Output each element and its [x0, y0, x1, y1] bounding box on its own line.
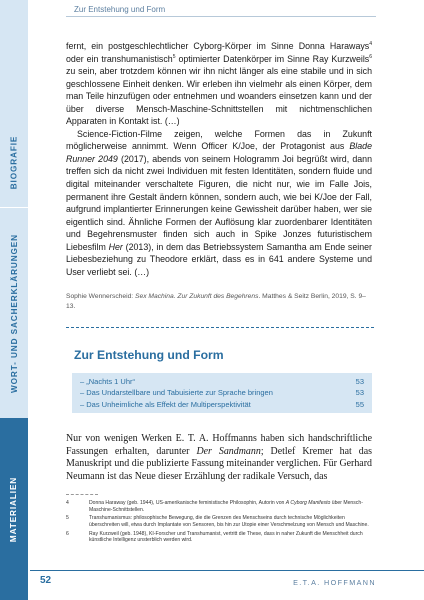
source-title: Sex Machina. Zur Zukunft des Begehrens — [135, 293, 259, 300]
toc-entry-label: – Das Undarstellbare und Tabuisierte zur Sprache bringen — [80, 388, 273, 398]
footnote — [66, 500, 376, 513]
quote-text-run: Science-Fiction-Filme zeigen, welche Formen das in Zukunft möglicherweise annimmt. Wenn Officer K/Joe, der Protagonist aus — [66, 128, 372, 152]
body-text-run: ; Detlef Kremer hat das Manuskript und die publizierte Fassung miteinander verglichen. Für Gerhard Neumann ist das Neue dieser Erzählung der radikale Versuch, das — [66, 445, 372, 482]
toc-entry[interactable] — [80, 399, 364, 410]
footnote-number: 6 — [66, 530, 69, 537]
footer-title: E.T.A. HOFFMANN — [293, 578, 376, 587]
sidebar-tab-materialien[interactable] — [0, 418, 28, 600]
film-title: Blade Runner 2049 — [66, 141, 372, 164]
quote-text-run: oder ein transhumanistisch — [66, 53, 173, 64]
work-title: Der Sandmann — [196, 445, 261, 457]
sidebar-tab-biografie[interactable] — [0, 118, 28, 208]
footnote-text: Transhumanismus: philosophische Bewegung, die die Grenzen des Menschseins durch technische Möglichkeiten überschreiten will, etwa durch Implantate von Sensoren, bis hin zur Utopie einer Verschmelzung von Mensch und Maschine. — [89, 515, 369, 528]
quote-text-run: (2013), in dem das Betriebssystem Samantha am Ende seiner Liebesbeziehung zu Theodore erklärt, dass es in 641 andere Systeme und User verliebt sei. (…) — [66, 241, 372, 277]
footnotes — [66, 500, 376, 546]
sidebar-tab-label: WORT- UND SACHERKLÄRUNGEN — [9, 233, 19, 393]
section-heading: Zur Entstehung und Form — [74, 348, 224, 362]
toc-entry-label: – „Nachts 1 Uhr“ — [80, 377, 136, 386]
footnote-number: 4 — [66, 500, 69, 506]
footnote-title: A Cyborg Manifesto — [285, 500, 331, 506]
footnote-ref[interactable]: 5 — [172, 53, 176, 60]
quote-text — [66, 40, 372, 278]
quote-text-run: fernt, ein postgeschlechtlicher Cyborg-Körper im Sinne Donna Haraways — [66, 41, 370, 51]
body-text-run: Nur von wenigen Werken E. T. A. Hoffmanns haben sich handschriftliche Fassungen erhalten, darunter — [66, 433, 372, 457]
section-divider — [66, 327, 374, 328]
running-head: Zur Entstehung und Form — [74, 5, 166, 14]
toc-entry[interactable] — [80, 387, 364, 398]
source-details: . Matthes & Seitz Berlin, 2019, S. 9–13. — [66, 293, 366, 310]
footnote-number: 5 — [66, 515, 69, 522]
footnote-text: Donna Haraway (geb. 1944), US-amerikanische feministische Philosophin, Autorin von — [89, 500, 286, 506]
sidebar-tab-label: MATERIALIEN — [9, 476, 19, 542]
footnote-text: Ray Kurzweil (geb. 1948), KI-Forscher und Transhumanist, vertritt die These, dass in naher Zukunft die Menschheit durch künstliche Intelligenz unsterblich werden wird. — [89, 530, 363, 544]
quote-text-run: (2017), abends von seinem Hologramm Joi begrüßt wird, dann treffen sich da nicht zwei Individuen mit festen Identitäten, sondern fluide und digital miteinander verschaltete Figuren, die nicht nur, wie im Falle Jois, permanent ihre Gestalt ändern können, sondern auch, wie bei K/Joe der Fall, aufgrund implantierter Erinnerungen keine Gewissheit darüber haben, wer sie eigentlich sind. Ähnliche Formen der Auflösung klar zuordenbarer Identitäten und Begehrensmuster finden sich auch in Spike Jonzes futuristischem Liebesfilm — [66, 153, 372, 252]
toc-entry[interactable] — [80, 376, 364, 387]
source-author: Sophie Wennerscheid: — [66, 293, 136, 300]
footnote-ref[interactable]: 6 — [369, 53, 372, 60]
sidebar-tab-label: BIOGRAFIE — [9, 135, 19, 190]
body-paragraph — [66, 433, 372, 483]
quote-text-run: zu sein, aber trotzdem können wir ihn nicht länger als eine stabile und in sich geschlossene Einheit denken. Wir erleben ihn vielmehr als einen Körper, dem man Teile hinzufügen oder entnehmen und woanders einsetzen kann und der über diverse Mensch-Maschine-Schnittstellen mit nichtmenschlichen Apparaten in Kontakt ist. (…) — [66, 66, 372, 127]
footnote — [66, 531, 376, 544]
sidebar-tab-wort-und-sacherklaerungen[interactable] — [0, 208, 28, 418]
footer-rule — [30, 570, 424, 571]
running-head-rule — [66, 16, 376, 17]
footnote-divider — [66, 494, 98, 495]
quote-paragraph — [66, 128, 372, 279]
toc-entry-label: – Das Unheimliche als Effekt der Multiperspektivität — [80, 399, 251, 409]
page-number: 52 — [40, 575, 52, 586]
quote-source — [66, 292, 372, 312]
film-title: Her — [108, 241, 123, 252]
footnote-text: über Mensch-Maschine-Schnittstellen. — [89, 500, 363, 513]
section-toc — [72, 373, 372, 413]
section-body — [66, 433, 372, 483]
toc-entry-page: 53 — [355, 377, 364, 386]
toc-entry-page: 53 — [355, 388, 364, 398]
footnote — [66, 515, 376, 528]
section-sidebar — [0, 0, 28, 600]
toc-entry-page: 55 — [355, 399, 364, 409]
quote-text-run: optimierter Datenkörper im Sinne Ray Kurzweils — [175, 53, 370, 64]
quote-paragraph — [66, 40, 372, 128]
footnote-ref[interactable]: 4 — [369, 41, 372, 48]
